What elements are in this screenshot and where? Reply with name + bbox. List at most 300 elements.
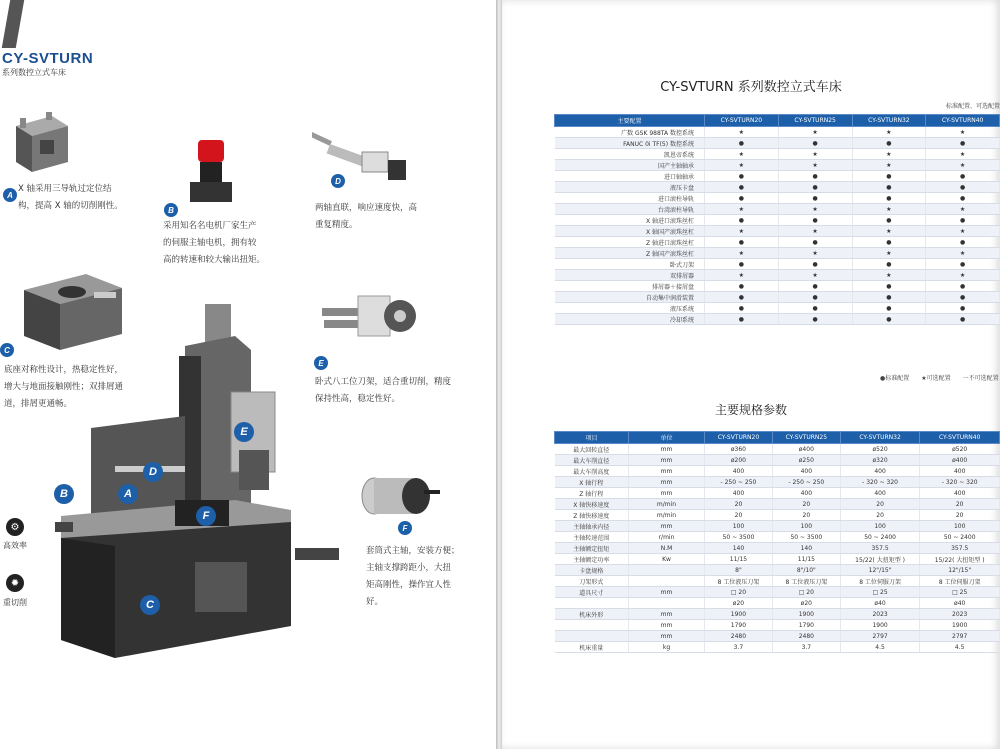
table-cell: X 轴进口滚珠丝杠 — [555, 215, 705, 226]
brand-slash — [2, 0, 24, 48]
table-row — [555, 466, 1000, 477]
table-cell: ● — [705, 314, 779, 325]
vertical-lathe-machine-image — [55, 300, 345, 662]
table-cell — [629, 565, 705, 576]
table-cell: 2023 — [920, 609, 1000, 620]
table-cell: 8 工位液压刀架 — [705, 576, 773, 587]
table-cell: ● — [705, 281, 779, 292]
feature-e-badge: E — [314, 356, 328, 370]
table-cell: ★ — [852, 204, 926, 215]
table-row — [555, 532, 1000, 543]
caption-line: 卧式八工位刀架，适合重切削，精度 — [315, 377, 452, 387]
table-cell: 4.5 — [840, 642, 920, 653]
table-cell: 12"/15" — [920, 565, 1000, 576]
table-cell: ø250 — [772, 455, 840, 466]
table-cell: X 轴行程 — [555, 477, 629, 488]
table-header: CY-SVTURN20 — [705, 115, 779, 127]
table-cell: 400 — [772, 488, 840, 499]
table-row — [555, 281, 1000, 292]
feature-f-badge: F — [398, 521, 412, 535]
caption-line: 矩高刚性，操作宜人性 — [366, 580, 452, 590]
table-cell: ★ — [705, 127, 779, 138]
table-row — [555, 226, 1000, 237]
feature-a-badge: A — [3, 188, 17, 202]
table-cell: 20 — [705, 499, 773, 510]
table-cell: 140 — [705, 543, 773, 554]
table-cell: Z 轴行程 — [555, 488, 629, 499]
table-row — [555, 292, 1000, 303]
table-cell: Kw — [629, 554, 705, 565]
table-cell: 50 ~ 3500 — [705, 532, 773, 543]
table-cell: 2023 — [840, 609, 920, 620]
table-header: CY-SVTURN32 — [840, 432, 920, 444]
table-row — [555, 248, 1000, 259]
feature-c-badge: C — [0, 343, 14, 357]
table-cell: mm — [629, 455, 705, 466]
table-cell: ● — [778, 215, 852, 226]
table-cell: ● — [778, 193, 852, 204]
table-cell: ● — [778, 303, 852, 314]
table-cell: 冷却系统 — [555, 314, 705, 325]
caption-line: 主轴支撑跨距小，大扭 — [366, 563, 452, 573]
table-cell: 400 — [840, 488, 920, 499]
specification-table — [554, 431, 1000, 653]
table-cell: 357.5 — [920, 543, 1000, 554]
table-cell: ● — [705, 138, 779, 149]
table-cell: ● — [926, 193, 1000, 204]
table-cell: □ 25 — [840, 587, 920, 598]
table-cell: ★ — [705, 149, 779, 160]
table-cell: 液压卡盘 — [555, 182, 705, 193]
table-cell: ● — [926, 281, 1000, 292]
table-cell: mm — [629, 521, 705, 532]
table-cell: ● — [926, 215, 1000, 226]
table-cell: ★ — [926, 204, 1000, 215]
table-cell: ● — [852, 314, 926, 325]
table-cell: 液压系统 — [555, 303, 705, 314]
spindle-cartridge-image — [360, 470, 442, 520]
table-cell: mm — [629, 444, 705, 455]
table-cell: ★ — [778, 149, 852, 160]
table-cell: mm — [629, 477, 705, 488]
table-cell: ★ — [852, 127, 926, 138]
table-cell: 1790 — [772, 620, 840, 631]
legend-bottom: ●标准配置 ★可选配置 一不可选配置 — [880, 375, 999, 382]
table-cell: ★ — [852, 160, 926, 171]
table-cell — [629, 598, 705, 609]
table-cell: ● — [778, 182, 852, 193]
caption-line: 好。 — [366, 597, 384, 607]
table-cell: 国产主轴轴承 — [555, 160, 705, 171]
machine-d-badge: D — [143, 462, 163, 482]
table-cell: ● — [705, 215, 779, 226]
table-cell: ● — [926, 237, 1000, 248]
table-cell: mm — [629, 587, 705, 598]
feature-d-badge: D — [331, 174, 345, 188]
table-cell: ø20 — [772, 598, 840, 609]
table-cell: ● — [852, 138, 926, 149]
table-header: CY-SVTURN40 — [920, 432, 1000, 444]
table-cell: 12"/15" — [840, 565, 920, 576]
table-cell: 最大回转直径 — [555, 444, 629, 455]
table-cell: 凯恩帝系统 — [555, 149, 705, 160]
table-cell: ● — [778, 237, 852, 248]
table-row — [555, 609, 1000, 620]
table-cell: - 320 ~ 320 — [840, 477, 920, 488]
table-cell: ● — [778, 259, 852, 270]
left-page — [0, 0, 496, 749]
caption-line: 底座对称性设计，热稳定性好， — [4, 365, 124, 375]
table-row — [555, 620, 1000, 631]
table-cell: ● — [852, 292, 926, 303]
spec-title: 主要规格参数 — [714, 403, 787, 417]
table-cell: 11/15 — [705, 554, 773, 565]
table-row — [555, 270, 1000, 281]
table-header: CY-SVTURN40 — [926, 115, 1000, 127]
table-cell: ● — [705, 193, 779, 204]
table-cell: ø400 — [920, 455, 1000, 466]
table-cell: 排屑器＋接屑盘 — [555, 281, 705, 292]
caption-line: 道，排屑更通畅。 — [4, 399, 73, 409]
table-row — [555, 138, 1000, 149]
table-cell: ● — [778, 138, 852, 149]
table-cell: 100 — [840, 521, 920, 532]
table-cell: 3.7 — [772, 642, 840, 653]
table-cell: 广数 GSK 988TA 数控系统 — [555, 127, 705, 138]
table-cell: ø320 — [840, 455, 920, 466]
table-cell: ø520 — [840, 444, 920, 455]
feature-b-badge: B — [164, 203, 178, 217]
table-cell: 台湾滚柱导轨 — [555, 204, 705, 215]
feature-a-caption — [18, 181, 123, 215]
table-cell — [629, 576, 705, 587]
machine-b-badge: B — [54, 484, 74, 504]
table-cell: 140 — [772, 543, 840, 554]
table-cell: ★ — [705, 226, 779, 237]
table-cell: ● — [705, 171, 779, 182]
table-cell: 50 ~ 2400 — [840, 532, 920, 543]
table-cell: ★ — [705, 270, 779, 281]
table-cell: N.M — [629, 543, 705, 554]
table-cell: 卧式刀架 — [555, 259, 705, 270]
table-cell: ★ — [852, 149, 926, 160]
series-title: CY-SVTURN 系列数控立式车床 — [660, 80, 842, 95]
table-row — [555, 587, 1000, 598]
table-cell: mm — [629, 631, 705, 642]
feature-b-caption — [163, 218, 265, 269]
table-cell — [555, 598, 629, 609]
table-row — [555, 444, 1000, 455]
table-cell: 8 工位伺服刀架 — [920, 576, 1000, 587]
machine-c-badge: C — [140, 595, 160, 615]
table-cell: 50 ~ 3500 — [772, 532, 840, 543]
caption-line: 高的转速和较大输出扭矩。 — [163, 255, 266, 265]
table-cell: 主轴转速范围 — [555, 532, 629, 543]
table-cell: ★ — [926, 248, 1000, 259]
table-cell: 15/22( 大扭矩型 ) — [840, 554, 920, 565]
table-cell: X 轴快移速度 — [555, 499, 629, 510]
table-cell: 最大车削高度 — [555, 466, 629, 477]
table-cell: m/min — [629, 510, 705, 521]
table-cell: ● — [852, 281, 926, 292]
table-cell: 机床外形 — [555, 609, 629, 620]
heavy-cutting-label: 重切削 — [3, 598, 27, 607]
table-cell: X 轴国产滚珠丝杠 — [555, 226, 705, 237]
table-row — [555, 499, 1000, 510]
table-cell: 20 — [920, 510, 1000, 521]
table-cell: 20 — [840, 510, 920, 521]
table-row — [555, 182, 1000, 193]
table-cell: ★ — [926, 127, 1000, 138]
table-row — [555, 576, 1000, 587]
table-cell: r/min — [629, 532, 705, 543]
legend-top: 标准配置、可选配置 — [946, 103, 1000, 110]
table-cell: 20 — [920, 499, 1000, 510]
table-cell: 400 — [840, 466, 920, 477]
table-cell: ● — [926, 303, 1000, 314]
table-cell: ● — [926, 292, 1000, 303]
table-cell: ø20 — [705, 598, 773, 609]
table-cell: ★ — [778, 204, 852, 215]
table-cell: Z 轴进口滚珠丝杠 — [555, 237, 705, 248]
table-cell: ● — [852, 259, 926, 270]
table-cell: 400 — [772, 466, 840, 477]
table-cell: 2797 — [840, 631, 920, 642]
table-row — [555, 554, 1000, 565]
table-cell: 20 — [840, 499, 920, 510]
table-cell: ★ — [705, 204, 779, 215]
table-row — [555, 510, 1000, 521]
table-cell: 100 — [705, 521, 773, 532]
table-cell: 机床重量 — [555, 642, 629, 653]
table-cell: ★ — [778, 270, 852, 281]
machine-e-badge: E — [234, 422, 254, 442]
table-cell: 最大车削直径 — [555, 455, 629, 466]
direct-coupling-image — [312, 126, 412, 190]
table-cell: ★ — [852, 270, 926, 281]
table-row — [555, 565, 1000, 576]
caption-line: 套筒式主轴，安装方便； — [366, 546, 460, 556]
table-cell: ● — [778, 314, 852, 325]
table-cell: 1900 — [840, 620, 920, 631]
table-cell: ★ — [852, 248, 926, 259]
table-cell: ● — [852, 303, 926, 314]
table-row — [555, 642, 1000, 653]
table-cell: ø40 — [920, 598, 1000, 609]
table-row — [555, 149, 1000, 160]
table-header: 单位 — [629, 432, 705, 444]
table-cell: 8"/10" — [772, 565, 840, 576]
brand-title: CY-SVTURN — [2, 50, 94, 67]
table-cell: 刀架形式 — [555, 576, 629, 587]
table-header: CY-SVTURN25 — [778, 115, 852, 127]
table-cell: ★ — [778, 248, 852, 259]
table-cell: kg — [629, 642, 705, 653]
machine-a-badge: A — [118, 484, 138, 504]
table-cell: ● — [852, 237, 926, 248]
table-cell: 进口滚柱导轨 — [555, 193, 705, 204]
table-cell: 11/15 — [772, 554, 840, 565]
table-header: 项目 — [555, 432, 629, 444]
table-cell: ★ — [705, 248, 779, 259]
table-cell: 进口轴轴承 — [555, 171, 705, 182]
spindle-motor-image — [186, 140, 236, 206]
table-row — [555, 215, 1000, 226]
table-cell: ø360 — [705, 444, 773, 455]
table-cell: - 250 ~ 250 — [772, 477, 840, 488]
table-cell: ★ — [926, 270, 1000, 281]
table-cell: 400 — [920, 466, 1000, 477]
table-cell: 自动集中润滑装置 — [555, 292, 705, 303]
table-cell: ★ — [778, 226, 852, 237]
table-cell: 400 — [705, 488, 773, 499]
table-row — [555, 193, 1000, 204]
table-cell: m/min — [629, 499, 705, 510]
table-row — [555, 455, 1000, 466]
table-cell: 20 — [705, 510, 773, 521]
table-cell: 2480 — [772, 631, 840, 642]
table-cell: - 320 ~ 320 — [920, 477, 1000, 488]
table-row — [555, 303, 1000, 314]
table-cell: 1790 — [705, 620, 773, 631]
table-cell: 1900 — [920, 620, 1000, 631]
table-cell: ● — [852, 182, 926, 193]
table-cell: 卡盘规格 — [555, 565, 629, 576]
caption-line: 增大与地面接触刚性；双排屑通 — [4, 382, 124, 392]
table-cell: ● — [705, 237, 779, 248]
table-cell: ● — [926, 138, 1000, 149]
caption-line: 的伺服主轴电机，拥有较 — [163, 238, 257, 248]
table-cell: - 250 ~ 250 — [705, 477, 773, 488]
table-row — [555, 237, 1000, 248]
caption-line: 保持性高，稳定性好。 — [315, 394, 401, 404]
table-cell: ● — [778, 171, 852, 182]
table-row — [555, 171, 1000, 182]
table-cell: □ 25 — [920, 587, 1000, 598]
table-cell: ★ — [926, 160, 1000, 171]
guide-rail-part-image — [10, 112, 74, 182]
table-row — [555, 127, 1000, 138]
caption-line: 构，提高 X 轴的切削刚性。 — [18, 201, 123, 211]
table-header: CY-SVTURN20 — [705, 432, 773, 444]
table-cell: ● — [705, 303, 779, 314]
table-row — [555, 204, 1000, 215]
table-cell: ● — [852, 171, 926, 182]
table-cell: ★ — [778, 127, 852, 138]
table-cell: ● — [926, 182, 1000, 193]
table-cell: ● — [852, 215, 926, 226]
heavy-cutting-icon: ✹ — [6, 574, 24, 592]
table-row — [555, 521, 1000, 532]
table-cell: ★ — [926, 226, 1000, 237]
table-cell: 4.5 — [920, 642, 1000, 653]
table-cell: ● — [778, 281, 852, 292]
table-cell: ● — [705, 292, 779, 303]
table-cell: ● — [852, 193, 926, 204]
table-cell: □ 20 — [705, 587, 773, 598]
table-cell: ● — [926, 171, 1000, 182]
table-row — [555, 488, 1000, 499]
table-cell: 3.7 — [705, 642, 773, 653]
table-cell: 50 ~ 2400 — [920, 532, 1000, 543]
brand-subtitle: 系列数控立式车床 — [2, 68, 66, 77]
machine-f-badge: F — [196, 506, 216, 526]
table-cell: 400 — [705, 466, 773, 477]
table-row — [555, 259, 1000, 270]
table-cell: ø520 — [920, 444, 1000, 455]
table-cell: ● — [705, 259, 779, 270]
feature-d-caption — [315, 200, 417, 234]
table-cell: 8 工位伺服刀架 — [840, 576, 920, 587]
table-cell: □ 20 — [772, 587, 840, 598]
efficiency-label: 高效率 — [3, 541, 27, 550]
table-cell: ★ — [705, 160, 779, 171]
table-cell: 双排屑器 — [555, 270, 705, 281]
table-row — [555, 160, 1000, 171]
table-header: 主要配置 — [555, 115, 705, 127]
configuration-table — [554, 114, 1000, 325]
table-cell: 15/22( 大扭矩型 ) — [920, 554, 1000, 565]
table-header: CY-SVTURN32 — [852, 115, 926, 127]
table-cell: Z 轴国产滚珠丝杠 — [555, 248, 705, 259]
table-cell: mm — [629, 488, 705, 499]
table-row — [555, 598, 1000, 609]
caption-line: 采用知名名电机厂家生产 — [163, 221, 257, 231]
table-cell: ★ — [778, 160, 852, 171]
table-cell: 20 — [772, 510, 840, 521]
table-cell: ● — [926, 314, 1000, 325]
table-row — [555, 631, 1000, 642]
table-cell: 1900 — [772, 609, 840, 620]
table-cell: 357.5 — [840, 543, 920, 554]
table-cell: ø40 — [840, 598, 920, 609]
feature-f-caption — [366, 543, 460, 611]
table-cell: ● — [926, 259, 1000, 270]
table-cell: mm — [629, 620, 705, 631]
right-page — [502, 0, 1000, 749]
table-cell: ★ — [926, 149, 1000, 160]
table-cell: 400 — [920, 488, 1000, 499]
table-cell: ★ — [852, 226, 926, 237]
caption-line: 重复精度。 — [315, 220, 358, 230]
table-cell — [555, 631, 629, 642]
table-cell: 20 — [772, 499, 840, 510]
table-row — [555, 543, 1000, 554]
table-cell: 主轴额定扭矩 — [555, 543, 629, 554]
table-cell: mm — [629, 466, 705, 477]
table-cell: ● — [705, 182, 779, 193]
table-cell: 道具尺寸 — [555, 587, 629, 598]
table-cell: 100 — [920, 521, 1000, 532]
table-cell — [555, 620, 629, 631]
table-cell: ø400 — [772, 444, 840, 455]
table-cell: ● — [778, 292, 852, 303]
table-cell: 100 — [772, 521, 840, 532]
table-cell: ø200 — [705, 455, 773, 466]
table-row — [555, 314, 1000, 325]
table-cell: 主轴额定功率 — [555, 554, 629, 565]
table-cell: Z 轴快移速度 — [555, 510, 629, 521]
table-cell: 8 工位液压刀架 — [772, 576, 840, 587]
caption-line: X 轴采用三导轨过定位结 — [18, 184, 112, 194]
table-cell: mm — [629, 609, 705, 620]
caption-line: 两轴直联，响应速度快，高 — [315, 203, 418, 213]
table-header: CY-SVTURN25 — [772, 432, 840, 444]
table-cell: 2480 — [705, 631, 773, 642]
table-cell: FANUC 0i TF(5) 数控系统 — [555, 138, 705, 149]
table-cell: 主轴轴承内径 — [555, 521, 629, 532]
table-cell: 2797 — [920, 631, 1000, 642]
